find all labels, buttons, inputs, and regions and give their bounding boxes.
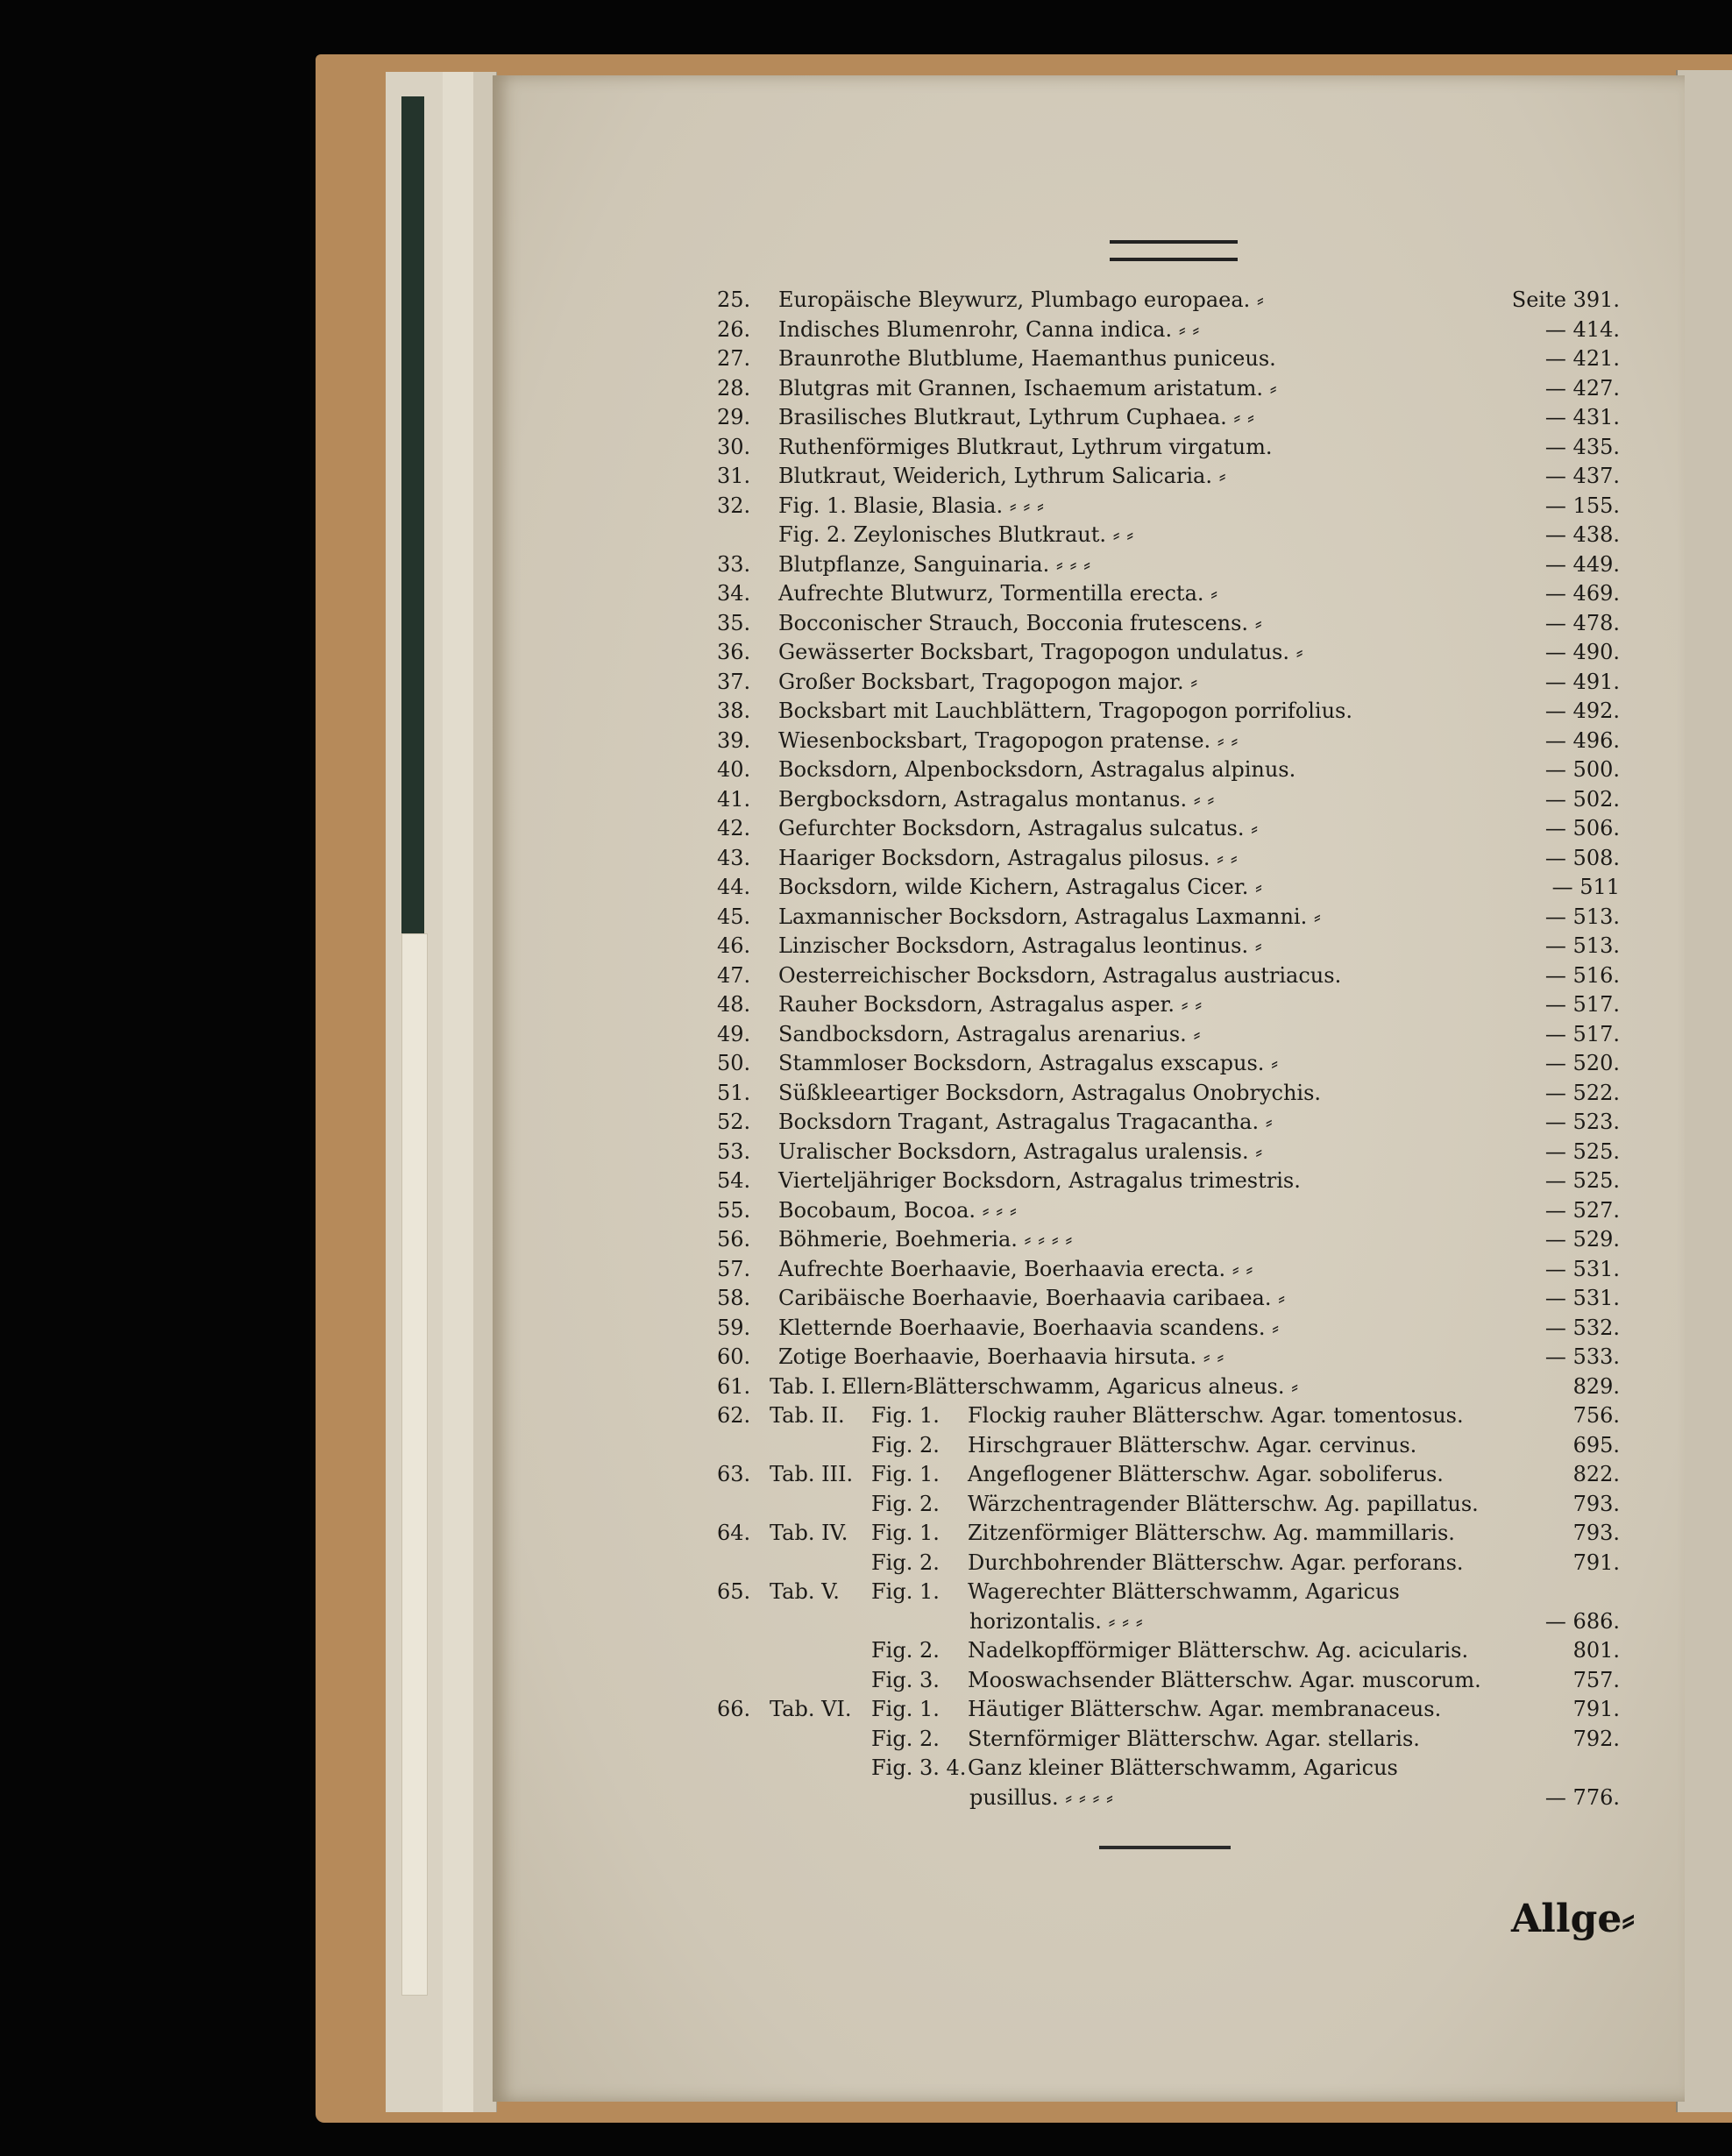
entry-name: Wiesenbocksbart, Tragopogon pratense. ⸗ ⸗ xyxy=(778,727,1239,753)
entry-page: — 431. xyxy=(1544,405,1620,429)
index-entry xyxy=(717,1460,1646,1490)
entry-page: Seite 391. xyxy=(1511,287,1620,312)
entry-table: Tab. II. xyxy=(770,1403,845,1428)
entry-number: 58. xyxy=(717,1286,751,1310)
index-entry xyxy=(717,550,1646,580)
entry-name: Aufrechte Blutwurz, Tormentilla erecta. ⸗ xyxy=(778,581,1218,606)
entry-number: 25. xyxy=(717,287,751,312)
entry-name: Zitzenförmiger Blätterschw. Ag. mammillaris. xyxy=(968,1521,1455,1545)
index-entry xyxy=(717,814,1646,844)
entry-page: — 527. xyxy=(1544,1197,1620,1223)
entry-number: 49. xyxy=(717,1021,751,1046)
entry-page: — 522. xyxy=(1544,1080,1620,1105)
index-entry xyxy=(717,1666,1646,1696)
entry-table: Tab. V. xyxy=(770,1579,840,1604)
entry-name: Vierteljähriger Bocksdorn, Astragalus trimestris. xyxy=(778,1168,1301,1193)
entry-page: — 155. xyxy=(1544,493,1620,518)
index-entry xyxy=(717,374,1646,404)
entry-page: — 525. xyxy=(1544,1168,1620,1193)
entry-page: 791. xyxy=(1572,1697,1620,1721)
index-entry xyxy=(717,1431,1646,1461)
index-entry xyxy=(717,961,1646,991)
entry-page: — 492. xyxy=(1544,699,1620,723)
index-entry xyxy=(717,1049,1646,1079)
index-entry xyxy=(717,785,1646,815)
entry-name: Haariger Bocksdorn, Astragalus pilosus. ⸗ ⸗ xyxy=(778,845,1238,870)
entry-name: Fig. 1. Blasie, Blasia. ⸗ ⸗ ⸗ xyxy=(778,493,1044,518)
entry-name: Großer Bocksbart, Tragopogon major. ⸗ xyxy=(778,669,1198,694)
entry-name: Bocksdorn Tragant, Astragalus Tragacantha. ⸗ xyxy=(778,1110,1273,1134)
index-entry xyxy=(717,433,1646,463)
entry-page: — 508. xyxy=(1544,845,1620,870)
entry-page: 793. xyxy=(1572,1491,1620,1516)
entry-page: 801. xyxy=(1572,1638,1620,1663)
entry-page: — 513. xyxy=(1544,904,1620,929)
entry-number: 56. xyxy=(717,1227,751,1252)
entry-name: Indisches Blumenrohr, Canna indica. ⸗ ⸗ xyxy=(778,316,1200,342)
entry-name: Stammloser Bocksdorn, Astragalus exscapus. ⸗ xyxy=(778,1051,1279,1075)
inserted-slip xyxy=(401,933,428,1996)
entry-page: — 525. xyxy=(1544,1138,1620,1164)
index-entry xyxy=(717,903,1646,933)
entry-number: 66. xyxy=(717,1697,751,1721)
entry-name: Blutgras mit Grannen, Ischaemum aristatum. ⸗ xyxy=(778,375,1277,401)
entry-number: 54. xyxy=(717,1168,751,1193)
index-entry xyxy=(717,403,1646,433)
entry-number: 48. xyxy=(717,992,751,1017)
index-entry xyxy=(717,1784,1646,1813)
entry-name: Durchbohrender Blätterschw. Agar. perforans. xyxy=(968,1550,1464,1575)
index-entry xyxy=(717,727,1646,756)
entry-figure: Fig. 1. xyxy=(871,1403,940,1428)
index-entry xyxy=(717,844,1646,874)
entry-page: 829. xyxy=(1572,1373,1620,1399)
entry-number: 64. xyxy=(717,1521,751,1545)
entry-page: 792. xyxy=(1572,1726,1620,1751)
entry-page: — 421. xyxy=(1544,346,1620,371)
entry-number: 52. xyxy=(717,1110,751,1134)
entry-page: — 469. xyxy=(1544,581,1620,606)
entry-figure: Fig. 2. xyxy=(871,1726,940,1751)
entry-number: 41. xyxy=(717,786,751,812)
entry-page: — 435. xyxy=(1544,434,1620,459)
index-entry xyxy=(717,1196,1646,1226)
index-entry xyxy=(717,1549,1646,1578)
index-entry xyxy=(717,755,1646,785)
index-entry xyxy=(717,462,1646,492)
entry-name: Bocksdorn, wilde Kichern, Astragalus Cicer. ⸗ xyxy=(778,875,1262,899)
index-entry xyxy=(717,1255,1646,1285)
entry-figure: Fig. 2. xyxy=(871,1491,940,1516)
entry-number: 62. xyxy=(717,1403,751,1428)
entry-page: — 427. xyxy=(1544,375,1620,401)
index-entry xyxy=(717,1108,1646,1138)
entry-number: 36. xyxy=(717,640,751,664)
entry-page: — 513. xyxy=(1544,933,1620,958)
entry-page: — 529. xyxy=(1544,1227,1620,1252)
index-entry xyxy=(717,1754,1646,1784)
entry-figure: Fig. 2. xyxy=(871,1550,940,1575)
index-entry xyxy=(717,1314,1646,1344)
entry-page: — 478. xyxy=(1544,610,1620,635)
entry-name: Rauher Bocksdorn, Astragalus asper. ⸗ ⸗ xyxy=(778,992,1203,1017)
footer-rule xyxy=(1099,1846,1231,1849)
entry-number: 43. xyxy=(717,845,751,870)
entry-page: — 520. xyxy=(1544,1051,1620,1075)
entry-name: Fig. 2. Zeylonisches Blutkraut. ⸗ ⸗ xyxy=(778,522,1134,547)
index-entry xyxy=(717,1636,1646,1666)
entry-page: — 517. xyxy=(1544,992,1620,1017)
index-entry xyxy=(717,668,1646,698)
entry-page: — 506. xyxy=(1544,816,1620,840)
entry-page: — 531. xyxy=(1544,1286,1620,1310)
entry-name: Ellern⸗Blätterschwamm, Agaricus alneus. ⸗ xyxy=(841,1373,1299,1399)
entry-number: 29. xyxy=(717,405,751,429)
entry-table: Tab. IV. xyxy=(770,1521,848,1545)
index-entry xyxy=(717,1695,1646,1725)
entry-name: Ganz kleiner Blätterschwamm, Agaricus xyxy=(968,1755,1398,1780)
entry-name: Bocksbart mit Lauchblättern, Tragopogon porrifolius. xyxy=(778,699,1352,723)
index-entry xyxy=(717,521,1646,550)
entry-page: 791. xyxy=(1572,1550,1620,1575)
entry-number: 31. xyxy=(717,464,751,488)
index-entry xyxy=(717,609,1646,639)
entry-name: Europäische Bleywurz, Plumbago europaea. ⸗ xyxy=(778,287,1264,312)
entry-number: 33. xyxy=(717,551,751,577)
entry-page: — 438. xyxy=(1544,522,1620,547)
entry-number: 32. xyxy=(717,493,751,518)
entry-number: 42. xyxy=(717,816,751,840)
entry-name: Laxmannischer Bocksdorn, Astragalus Laxmanni. ⸗ xyxy=(778,904,1321,929)
entry-page: — 517. xyxy=(1544,1021,1620,1046)
entry-name: Kletternde Boerhaavie, Boerhaavia scandens. ⸗ xyxy=(778,1315,1280,1340)
index-entry xyxy=(717,1607,1646,1637)
entry-number: 63. xyxy=(717,1462,751,1486)
entry-page: — 437. xyxy=(1544,464,1620,488)
entry-name: Blutpflanze, Sanguinaria. ⸗ ⸗ ⸗ xyxy=(778,551,1091,577)
entry-name: Zotige Boerhaavie, Boerhaavia hirsuta. ⸗ ⸗ xyxy=(778,1344,1224,1369)
entry-figure: Fig. 1. xyxy=(871,1521,940,1545)
entry-name: Hirschgrauer Blätterschw. Agar. cervinus. xyxy=(968,1432,1417,1457)
entry-name: Aufrechte Boerhaavie, Boerhaavia erecta. ⸗ ⸗ xyxy=(778,1256,1253,1281)
entry-continuation: pusillus. ⸗ ⸗ ⸗ ⸗ xyxy=(969,1784,1114,1810)
entry-page: — 686. xyxy=(1544,1608,1620,1634)
entry-page: 793. xyxy=(1572,1521,1620,1545)
entry-name: Gewässerter Bocksbart, Tragopogon undulatus. ⸗ xyxy=(778,640,1303,664)
entry-number: 44. xyxy=(717,875,751,899)
entry-name: Sandbocksdorn, Astragalus arenarius. ⸗ xyxy=(778,1021,1201,1046)
entry-figure: Fig. 2. xyxy=(871,1638,940,1663)
entry-name: Braunrothe Blutblume, Haemanthus puniceus. xyxy=(778,346,1276,371)
entry-name: Bocconischer Strauch, Bocconia frutescens. ⸗ xyxy=(778,610,1262,635)
index-entry xyxy=(717,697,1646,727)
entry-figure: Fig. 1. xyxy=(871,1579,940,1604)
index-entry xyxy=(717,1225,1646,1255)
entry-page: — 532. xyxy=(1544,1315,1620,1340)
entry-name: Linzischer Bocksdorn, Astragalus leontinus. ⸗ xyxy=(778,933,1262,958)
entry-number: 46. xyxy=(717,933,751,958)
entry-figure: Fig. 2. xyxy=(871,1432,940,1457)
entry-name: Bergbocksdorn, Astragalus montanus. ⸗ ⸗ xyxy=(778,786,1215,812)
entry-number: 57. xyxy=(717,1256,751,1281)
entry-page: — 533. xyxy=(1544,1344,1620,1369)
entry-number: 55. xyxy=(717,1197,751,1223)
entry-name: Caribäische Boerhaavie, Boerhaavia caribaea. ⸗ xyxy=(778,1286,1286,1310)
index-list xyxy=(717,286,1646,1812)
entry-name: Böhmerie, Boehmeria. ⸗ ⸗ ⸗ ⸗ xyxy=(778,1227,1073,1252)
entry-name: Bocobaum, Bocoa. ⸗ ⸗ ⸗ xyxy=(778,1197,1017,1223)
entry-page: — 531. xyxy=(1544,1256,1620,1281)
index-entry xyxy=(717,873,1646,903)
entry-page: 822. xyxy=(1572,1462,1620,1486)
entry-name: Uralischer Bocksdorn, Astragalus uralensis. ⸗ xyxy=(778,1138,1263,1164)
index-entry xyxy=(717,1079,1646,1109)
entry-name: Flockig rauher Blätterschw. Agar. tomentosus. xyxy=(968,1403,1464,1428)
index-entry xyxy=(717,1167,1646,1196)
index-entry xyxy=(717,286,1646,316)
entry-number: 45. xyxy=(717,904,751,929)
entry-page: — 523. xyxy=(1544,1110,1620,1134)
index-entry xyxy=(717,1284,1646,1314)
entry-page: — 491. xyxy=(1544,669,1620,694)
index-entry xyxy=(717,1138,1646,1167)
index-entry xyxy=(717,990,1646,1020)
entry-number: 51. xyxy=(717,1080,751,1105)
index-entry xyxy=(717,638,1646,668)
index-entry xyxy=(717,492,1646,521)
index-entry xyxy=(717,1020,1646,1050)
index-entry xyxy=(717,1372,1646,1402)
entry-page: — 511 xyxy=(1551,875,1620,899)
entry-continuation: horizontalis. ⸗ ⸗ ⸗ xyxy=(969,1608,1143,1634)
entry-table: Tab. VI. xyxy=(770,1697,852,1721)
entry-figure: Fig. 1. xyxy=(871,1462,940,1486)
entry-page: — 414. xyxy=(1544,316,1620,342)
entry-number: 60. xyxy=(717,1344,751,1369)
entry-number: 50. xyxy=(717,1051,751,1075)
entry-page: — 516. xyxy=(1544,962,1620,988)
entry-name: Wärzchentragender Blätterschw. Ag. papillatus. xyxy=(968,1491,1479,1516)
entry-name: Gefurchter Bocksdorn, Astragalus sulcatus. ⸗ xyxy=(778,816,1259,840)
entry-number: 28. xyxy=(717,375,751,401)
entry-name: Sternförmiger Blätterschw. Agar. stellaris. xyxy=(968,1726,1420,1751)
index-entry xyxy=(717,1490,1646,1520)
catchword: Allge⸗ xyxy=(1511,1897,1635,1941)
entry-number: 47. xyxy=(717,962,751,988)
entry-table: Tab. I. xyxy=(770,1373,837,1399)
entry-name: Süßkleeartiger Bocksdorn, Astragalus Onobrychis. xyxy=(778,1080,1322,1105)
entry-name: Blutkraut, Weiderich, Lythrum Salicaria. ⸗ xyxy=(778,464,1226,488)
entry-name: Angeflogener Blätterschw. Agar. soboliferus. xyxy=(968,1462,1444,1486)
header-rule xyxy=(1110,240,1238,261)
entry-number: 35. xyxy=(717,610,751,635)
entry-page: — 502. xyxy=(1544,786,1620,812)
index-entry xyxy=(717,932,1646,961)
entry-number: 61. xyxy=(717,1373,751,1399)
entry-number: 38. xyxy=(717,699,751,723)
index-entry xyxy=(717,1401,1646,1431)
entry-name: Brasilisches Blutkraut, Lythrum Cuphaea. ⸗ ⸗ xyxy=(778,405,1255,429)
entry-number: 65. xyxy=(717,1579,751,1604)
index-entry xyxy=(717,1343,1646,1372)
entry-figure: Fig. 1. xyxy=(871,1697,940,1721)
entry-name: Häutiger Blätterschw. Agar. membranaceus. xyxy=(968,1697,1442,1721)
entry-page: 695. xyxy=(1572,1432,1620,1457)
entry-number: 26. xyxy=(717,316,751,342)
entry-page: — 496. xyxy=(1544,727,1620,753)
index-entry xyxy=(717,1578,1646,1607)
index-entry xyxy=(717,316,1646,345)
entry-number: 39. xyxy=(717,727,751,753)
entry-number: 53. xyxy=(717,1138,751,1164)
entry-name: Oesterreichischer Bocksdorn, Astragalus austriacus. xyxy=(778,962,1342,988)
index-entry xyxy=(717,1725,1646,1755)
entry-figure: Fig. 3. 4. xyxy=(871,1755,967,1780)
entry-number: 59. xyxy=(717,1315,751,1340)
entry-name: Wagerechter Blätterschwamm, Agaricus xyxy=(968,1579,1400,1604)
entry-number: 30. xyxy=(717,434,751,459)
index-entry xyxy=(717,344,1646,374)
entry-figure: Fig. 3. xyxy=(871,1667,940,1692)
entry-name: Mooswachsender Blätterschw. Agar. muscorum. xyxy=(968,1667,1481,1692)
entry-number: 27. xyxy=(717,346,751,371)
index-entry xyxy=(717,1519,1646,1549)
entry-number: 34. xyxy=(717,581,751,606)
index-entry xyxy=(717,579,1646,609)
entry-page: — 490. xyxy=(1544,640,1620,664)
entry-page: 757. xyxy=(1572,1667,1620,1692)
entry-page: — 449. xyxy=(1544,551,1620,577)
entry-page: 756. xyxy=(1572,1403,1620,1428)
entry-name: Ruthenförmiges Blutkraut, Lythrum virgatum. xyxy=(778,434,1273,459)
entry-name: Nadelkopfförmiger Blätterschw. Ag. acicularis. xyxy=(968,1638,1469,1663)
entry-name: Bocksdorn, Alpenbocksdorn, Astragalus alpinus. xyxy=(778,757,1296,782)
entry-page: — 500. xyxy=(1544,757,1620,782)
entry-number: 40. xyxy=(717,757,751,782)
entry-table: Tab. III. xyxy=(770,1462,854,1486)
entry-number: 37. xyxy=(717,669,751,694)
entry-page: — 776. xyxy=(1544,1784,1620,1810)
